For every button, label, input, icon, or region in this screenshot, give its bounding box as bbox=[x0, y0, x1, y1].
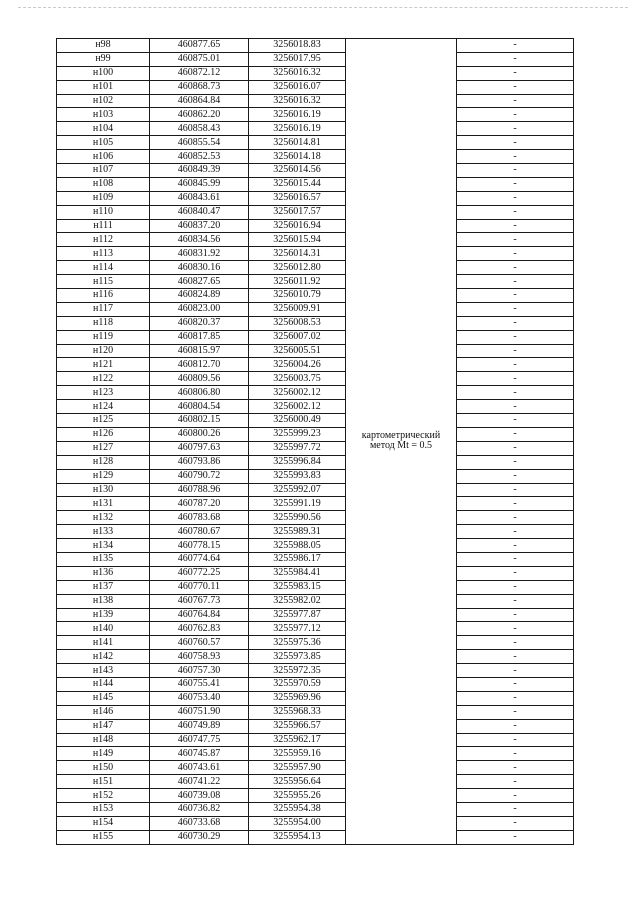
y-coordinate-cell: 3255997.72 bbox=[249, 441, 346, 455]
point-id-cell: н117 bbox=[57, 302, 150, 316]
x-coordinate-cell: 460800.26 bbox=[150, 427, 249, 441]
point-id-cell: н128 bbox=[57, 455, 150, 469]
y-coordinate-cell: 3255989.31 bbox=[249, 525, 346, 539]
precision-cell: - bbox=[457, 691, 574, 705]
precision-cell: - bbox=[457, 358, 574, 372]
y-coordinate-cell: 3256009.91 bbox=[249, 302, 346, 316]
point-id-cell: н132 bbox=[57, 511, 150, 525]
point-id-cell: н104 bbox=[57, 122, 150, 136]
table-row bbox=[57, 80, 574, 94]
point-id-cell: н130 bbox=[57, 483, 150, 497]
point-id-cell: н106 bbox=[57, 150, 150, 164]
table-row bbox=[57, 761, 574, 775]
point-id-cell: н125 bbox=[57, 414, 150, 428]
x-coordinate-cell: 460755.41 bbox=[150, 677, 249, 691]
point-id-cell: н129 bbox=[57, 469, 150, 483]
table-row bbox=[57, 566, 574, 580]
x-coordinate-cell: 460817.85 bbox=[150, 330, 249, 344]
precision-cell: - bbox=[457, 136, 574, 150]
point-id-cell: н103 bbox=[57, 108, 150, 122]
y-coordinate-cell: 3256002.12 bbox=[249, 386, 346, 400]
x-coordinate-cell: 460872.12 bbox=[150, 66, 249, 80]
y-coordinate-cell: 3255968.33 bbox=[249, 705, 346, 719]
y-coordinate-cell: 3255986.17 bbox=[249, 552, 346, 566]
y-coordinate-cell: 3255993.83 bbox=[249, 469, 346, 483]
point-id-cell: н114 bbox=[57, 261, 150, 275]
x-coordinate-cell: 460843.61 bbox=[150, 191, 249, 205]
point-id-cell: н121 bbox=[57, 358, 150, 372]
coordinates-table bbox=[56, 38, 574, 845]
precision-cell: - bbox=[457, 469, 574, 483]
table-row bbox=[57, 344, 574, 358]
precision-cell: - bbox=[457, 608, 574, 622]
y-coordinate-cell: 3255955.26 bbox=[249, 789, 346, 803]
table-row bbox=[57, 511, 574, 525]
point-id-cell: н107 bbox=[57, 164, 150, 178]
table-row bbox=[57, 441, 574, 455]
y-coordinate-cell: 3256014.81 bbox=[249, 136, 346, 150]
coordinates-table-body bbox=[57, 39, 574, 845]
point-id-cell: н112 bbox=[57, 233, 150, 247]
x-coordinate-cell: 460868.73 bbox=[150, 80, 249, 94]
x-coordinate-cell: 460774.64 bbox=[150, 552, 249, 566]
point-id-cell: н137 bbox=[57, 580, 150, 594]
precision-cell: - bbox=[457, 66, 574, 80]
point-id-cell: н152 bbox=[57, 789, 150, 803]
table-row bbox=[57, 608, 574, 622]
point-id-cell: н143 bbox=[57, 664, 150, 678]
table-row bbox=[57, 719, 574, 733]
x-coordinate-cell: 460743.61 bbox=[150, 761, 249, 775]
y-coordinate-cell: 3255996.84 bbox=[249, 455, 346, 469]
table-row bbox=[57, 469, 574, 483]
point-id-cell: н147 bbox=[57, 719, 150, 733]
precision-cell: - bbox=[457, 289, 574, 303]
x-coordinate-cell: 460745.87 bbox=[150, 747, 249, 761]
y-coordinate-cell: 3255956.64 bbox=[249, 775, 346, 789]
table-row bbox=[57, 233, 574, 247]
table-row bbox=[57, 52, 574, 66]
point-id-cell: н135 bbox=[57, 552, 150, 566]
x-coordinate-cell: 460858.43 bbox=[150, 122, 249, 136]
y-coordinate-cell: 3255959.16 bbox=[249, 747, 346, 761]
precision-cell: - bbox=[457, 830, 574, 844]
y-coordinate-cell: 3256017.95 bbox=[249, 52, 346, 66]
table-row bbox=[57, 594, 574, 608]
precision-cell: - bbox=[457, 386, 574, 400]
point-id-cell: н123 bbox=[57, 386, 150, 400]
x-coordinate-cell: 460855.54 bbox=[150, 136, 249, 150]
precision-cell: - bbox=[457, 427, 574, 441]
x-coordinate-cell: 460820.37 bbox=[150, 316, 249, 330]
precision-cell: - bbox=[457, 108, 574, 122]
x-coordinate-cell: 460730.29 bbox=[150, 830, 249, 844]
point-id-cell: н122 bbox=[57, 372, 150, 386]
table-row bbox=[57, 122, 574, 136]
x-coordinate-cell: 460823.00 bbox=[150, 302, 249, 316]
table-row bbox=[57, 164, 574, 178]
table-row bbox=[57, 205, 574, 219]
precision-cell: - bbox=[457, 455, 574, 469]
precision-cell: - bbox=[457, 483, 574, 497]
x-coordinate-cell: 460831.92 bbox=[150, 247, 249, 261]
table-row bbox=[57, 747, 574, 761]
table-row bbox=[57, 705, 574, 719]
precision-cell: - bbox=[457, 372, 574, 386]
y-coordinate-cell: 3256010.79 bbox=[249, 289, 346, 303]
x-coordinate-cell: 460783.68 bbox=[150, 511, 249, 525]
point-id-cell: н127 bbox=[57, 441, 150, 455]
point-id-cell: н133 bbox=[57, 525, 150, 539]
precision-cell: - bbox=[457, 219, 574, 233]
y-coordinate-cell: 3255982.02 bbox=[249, 594, 346, 608]
y-coordinate-cell: 3256016.32 bbox=[249, 94, 346, 108]
precision-cell: - bbox=[457, 344, 574, 358]
x-coordinate-cell: 460787.20 bbox=[150, 497, 249, 511]
precision-cell: - bbox=[457, 511, 574, 525]
point-id-cell: н136 bbox=[57, 566, 150, 580]
x-coordinate-cell: 460815.97 bbox=[150, 344, 249, 358]
y-coordinate-cell: 3255966.57 bbox=[249, 719, 346, 733]
y-coordinate-cell: 3255954.13 bbox=[249, 830, 346, 844]
y-coordinate-cell: 3255991.19 bbox=[249, 497, 346, 511]
point-id-cell: н113 bbox=[57, 247, 150, 261]
x-coordinate-cell: 460760.57 bbox=[150, 636, 249, 650]
precision-cell: - bbox=[457, 650, 574, 664]
y-coordinate-cell: 3255977.12 bbox=[249, 622, 346, 636]
y-coordinate-cell: 3255975.36 bbox=[249, 636, 346, 650]
y-coordinate-cell: 3256004.26 bbox=[249, 358, 346, 372]
x-coordinate-cell: 460753.40 bbox=[150, 691, 249, 705]
precision-cell: - bbox=[457, 191, 574, 205]
precision-cell: - bbox=[457, 414, 574, 428]
point-id-cell: н140 bbox=[57, 622, 150, 636]
table-row bbox=[57, 789, 574, 803]
y-coordinate-cell: 3256011.92 bbox=[249, 275, 346, 289]
y-coordinate-cell: 3255962.17 bbox=[249, 733, 346, 747]
y-coordinate-cell: 3256014.18 bbox=[249, 150, 346, 164]
x-coordinate-cell: 460793.86 bbox=[150, 455, 249, 469]
table-row bbox=[57, 455, 574, 469]
y-coordinate-cell: 3255999.23 bbox=[249, 427, 346, 441]
precision-cell: - bbox=[457, 164, 574, 178]
table-row bbox=[57, 400, 574, 414]
point-id-cell: н141 bbox=[57, 636, 150, 650]
y-coordinate-cell: 3256014.31 bbox=[249, 247, 346, 261]
x-coordinate-cell: 460864.84 bbox=[150, 94, 249, 108]
x-coordinate-cell: 460788.96 bbox=[150, 483, 249, 497]
table-row bbox=[57, 483, 574, 497]
precision-cell: - bbox=[457, 622, 574, 636]
point-id-cell: н100 bbox=[57, 66, 150, 80]
x-coordinate-cell: 460806.80 bbox=[150, 386, 249, 400]
precision-cell: - bbox=[457, 594, 574, 608]
y-coordinate-cell: 3256014.56 bbox=[249, 164, 346, 178]
table-row bbox=[57, 802, 574, 816]
table-row bbox=[57, 552, 574, 566]
y-coordinate-cell: 3255957.90 bbox=[249, 761, 346, 775]
point-id-cell: н149 bbox=[57, 747, 150, 761]
x-coordinate-cell: 460837.20 bbox=[150, 219, 249, 233]
x-coordinate-cell: 460762.83 bbox=[150, 622, 249, 636]
y-coordinate-cell: 3256017.57 bbox=[249, 205, 346, 219]
point-id-cell: н154 bbox=[57, 816, 150, 830]
point-id-cell: н131 bbox=[57, 497, 150, 511]
page-top-rule bbox=[18, 7, 628, 8]
precision-cell: - bbox=[457, 94, 574, 108]
table-row bbox=[57, 39, 574, 53]
table-row bbox=[57, 830, 574, 844]
table-row bbox=[57, 775, 574, 789]
point-id-cell: н102 bbox=[57, 94, 150, 108]
precision-cell: - bbox=[457, 275, 574, 289]
x-coordinate-cell: 460733.68 bbox=[150, 816, 249, 830]
method-line-1: картометрический bbox=[361, 430, 441, 442]
precision-cell: - bbox=[457, 205, 574, 219]
y-coordinate-cell: 3255969.96 bbox=[249, 691, 346, 705]
y-coordinate-cell: 3255972.35 bbox=[249, 664, 346, 678]
precision-cell: - bbox=[457, 789, 574, 803]
precision-cell: - bbox=[457, 233, 574, 247]
precision-cell: - bbox=[457, 664, 574, 678]
table-row bbox=[57, 733, 574, 747]
table-row bbox=[57, 427, 574, 441]
y-coordinate-cell: 3255988.05 bbox=[249, 539, 346, 553]
x-coordinate-cell: 460741.22 bbox=[150, 775, 249, 789]
x-coordinate-cell: 460862.20 bbox=[150, 108, 249, 122]
x-coordinate-cell: 460827.65 bbox=[150, 275, 249, 289]
x-coordinate-cell: 460751.90 bbox=[150, 705, 249, 719]
precision-cell: - bbox=[457, 636, 574, 650]
point-id-cell: н120 bbox=[57, 344, 150, 358]
y-coordinate-cell: 3256016.57 bbox=[249, 191, 346, 205]
table-row bbox=[57, 539, 574, 553]
table-row bbox=[57, 136, 574, 150]
precision-cell: - bbox=[457, 552, 574, 566]
point-id-cell: н144 bbox=[57, 677, 150, 691]
precision-cell: - bbox=[457, 302, 574, 316]
table-row bbox=[57, 275, 574, 289]
point-id-cell: н126 bbox=[57, 427, 150, 441]
y-coordinate-cell: 3255983.15 bbox=[249, 580, 346, 594]
table-row bbox=[57, 650, 574, 664]
point-id-cell: н110 bbox=[57, 205, 150, 219]
precision-cell: - bbox=[457, 733, 574, 747]
precision-cell: - bbox=[457, 539, 574, 553]
x-coordinate-cell: 460812.70 bbox=[150, 358, 249, 372]
y-coordinate-cell: 3256016.94 bbox=[249, 219, 346, 233]
x-coordinate-cell: 460790.72 bbox=[150, 469, 249, 483]
table-row bbox=[57, 414, 574, 428]
point-id-cell: н101 bbox=[57, 80, 150, 94]
table-row bbox=[57, 66, 574, 80]
precision-cell: - bbox=[457, 150, 574, 164]
y-coordinate-cell: 3255954.38 bbox=[249, 802, 346, 816]
table-row bbox=[57, 108, 574, 122]
precision-cell: - bbox=[457, 441, 574, 455]
point-id-cell: н99 bbox=[57, 52, 150, 66]
precision-cell: - bbox=[457, 677, 574, 691]
x-coordinate-cell: 460804.54 bbox=[150, 400, 249, 414]
point-id-cell: н119 bbox=[57, 330, 150, 344]
precision-cell: - bbox=[457, 497, 574, 511]
y-coordinate-cell: 3256016.07 bbox=[249, 80, 346, 94]
point-id-cell: н109 bbox=[57, 191, 150, 205]
x-coordinate-cell: 460736.82 bbox=[150, 802, 249, 816]
x-coordinate-cell: 460809.56 bbox=[150, 372, 249, 386]
precision-cell: - bbox=[457, 761, 574, 775]
table-row bbox=[57, 580, 574, 594]
x-coordinate-cell: 460767.73 bbox=[150, 594, 249, 608]
point-id-cell: н118 bbox=[57, 316, 150, 330]
precision-cell: - bbox=[457, 39, 574, 53]
precision-cell: - bbox=[457, 525, 574, 539]
x-coordinate-cell: 460772.25 bbox=[150, 566, 249, 580]
x-coordinate-cell: 460875.01 bbox=[150, 52, 249, 66]
x-coordinate-cell: 460852.53 bbox=[150, 150, 249, 164]
precision-cell: - bbox=[457, 247, 574, 261]
table-row bbox=[57, 525, 574, 539]
table-row bbox=[57, 386, 574, 400]
precision-cell: - bbox=[457, 80, 574, 94]
point-id-cell: н124 bbox=[57, 400, 150, 414]
table-row bbox=[57, 289, 574, 303]
table-row bbox=[57, 150, 574, 164]
y-coordinate-cell: 3255977.87 bbox=[249, 608, 346, 622]
precision-cell: - bbox=[457, 580, 574, 594]
table-row bbox=[57, 94, 574, 108]
point-id-cell: н105 bbox=[57, 136, 150, 150]
y-coordinate-cell: 3256016.19 bbox=[249, 108, 346, 122]
precision-cell: - bbox=[457, 177, 574, 191]
point-id-cell: н139 bbox=[57, 608, 150, 622]
point-id-cell: н134 bbox=[57, 539, 150, 553]
precision-cell: - bbox=[457, 316, 574, 330]
table-row bbox=[57, 691, 574, 705]
precision-cell: - bbox=[457, 719, 574, 733]
x-coordinate-cell: 460778.15 bbox=[150, 539, 249, 553]
point-id-cell: н151 bbox=[57, 775, 150, 789]
point-id-cell: н98 bbox=[57, 39, 150, 53]
y-coordinate-cell: 3256018.83 bbox=[249, 39, 346, 53]
y-coordinate-cell: 3256016.19 bbox=[249, 122, 346, 136]
point-id-cell: н108 bbox=[57, 177, 150, 191]
point-id-cell: н142 bbox=[57, 650, 150, 664]
y-coordinate-cell: 3255973.85 bbox=[249, 650, 346, 664]
y-coordinate-cell: 3256003.75 bbox=[249, 372, 346, 386]
y-coordinate-cell: 3256000.49 bbox=[249, 414, 346, 428]
point-id-cell: н153 bbox=[57, 802, 150, 816]
precision-cell: - bbox=[457, 400, 574, 414]
x-coordinate-cell: 460824.89 bbox=[150, 289, 249, 303]
table-row bbox=[57, 219, 574, 233]
table-row bbox=[57, 302, 574, 316]
x-coordinate-cell: 460845.99 bbox=[150, 177, 249, 191]
x-coordinate-cell: 460780.67 bbox=[150, 525, 249, 539]
table-row bbox=[57, 316, 574, 330]
table-row bbox=[57, 816, 574, 830]
precision-cell: - bbox=[457, 330, 574, 344]
x-coordinate-cell: 460739.08 bbox=[150, 789, 249, 803]
y-coordinate-cell: 3256016.32 bbox=[249, 66, 346, 80]
precision-cell: - bbox=[457, 122, 574, 136]
precision-cell: - bbox=[457, 775, 574, 789]
precision-cell: - bbox=[457, 52, 574, 66]
y-coordinate-cell: 3256015.94 bbox=[249, 233, 346, 247]
table-row bbox=[57, 261, 574, 275]
table-row bbox=[57, 677, 574, 691]
x-coordinate-cell: 460830.16 bbox=[150, 261, 249, 275]
x-coordinate-cell: 460797.63 bbox=[150, 441, 249, 455]
y-coordinate-cell: 3256015.44 bbox=[249, 177, 346, 191]
point-id-cell: н146 bbox=[57, 705, 150, 719]
point-id-cell: н111 bbox=[57, 219, 150, 233]
table-row bbox=[57, 191, 574, 205]
x-coordinate-cell: 460877.65 bbox=[150, 39, 249, 53]
y-coordinate-cell: 3256002.12 bbox=[249, 400, 346, 414]
method-line-2: метод Mt = 0.5 bbox=[369, 440, 433, 452]
x-coordinate-cell: 460764.84 bbox=[150, 608, 249, 622]
table-row bbox=[57, 636, 574, 650]
x-coordinate-cell: 460758.93 bbox=[150, 650, 249, 664]
point-id-cell: н115 bbox=[57, 275, 150, 289]
point-id-cell: н116 bbox=[57, 289, 150, 303]
point-id-cell: н145 bbox=[57, 691, 150, 705]
x-coordinate-cell: 460749.89 bbox=[150, 719, 249, 733]
point-id-cell: н150 bbox=[57, 761, 150, 775]
y-coordinate-cell: 3256005.51 bbox=[249, 344, 346, 358]
y-coordinate-cell: 3256007.02 bbox=[249, 330, 346, 344]
x-coordinate-cell: 460770.11 bbox=[150, 580, 249, 594]
precision-cell: - bbox=[457, 566, 574, 580]
x-coordinate-cell: 460840.47 bbox=[150, 205, 249, 219]
precision-cell: - bbox=[457, 802, 574, 816]
table-row bbox=[57, 372, 574, 386]
precision-cell: - bbox=[457, 816, 574, 830]
y-coordinate-cell: 3255954.00 bbox=[249, 816, 346, 830]
x-coordinate-cell: 460802.15 bbox=[150, 414, 249, 428]
y-coordinate-cell: 3256012.80 bbox=[249, 261, 346, 275]
precision-cell: - bbox=[457, 747, 574, 761]
y-coordinate-cell: 3255984.41 bbox=[249, 566, 346, 580]
method-cell bbox=[346, 39, 457, 845]
x-coordinate-cell: 460849.39 bbox=[150, 164, 249, 178]
y-coordinate-cell: 3255992.07 bbox=[249, 483, 346, 497]
precision-cell: - bbox=[457, 705, 574, 719]
table-row bbox=[57, 177, 574, 191]
x-coordinate-cell: 460747.75 bbox=[150, 733, 249, 747]
y-coordinate-cell: 3255970.59 bbox=[249, 677, 346, 691]
y-coordinate-cell: 3256008.53 bbox=[249, 316, 346, 330]
table-row bbox=[57, 330, 574, 344]
y-coordinate-cell: 3255990.56 bbox=[249, 511, 346, 525]
point-id-cell: н138 bbox=[57, 594, 150, 608]
table-row bbox=[57, 497, 574, 511]
x-coordinate-cell: 460834.56 bbox=[150, 233, 249, 247]
table-row bbox=[57, 664, 574, 678]
precision-cell: - bbox=[457, 261, 574, 275]
point-id-cell: н155 bbox=[57, 830, 150, 844]
table-row bbox=[57, 622, 574, 636]
x-coordinate-cell: 460757.30 bbox=[150, 664, 249, 678]
table-row bbox=[57, 247, 574, 261]
table-row bbox=[57, 358, 574, 372]
point-id-cell: н148 bbox=[57, 733, 150, 747]
